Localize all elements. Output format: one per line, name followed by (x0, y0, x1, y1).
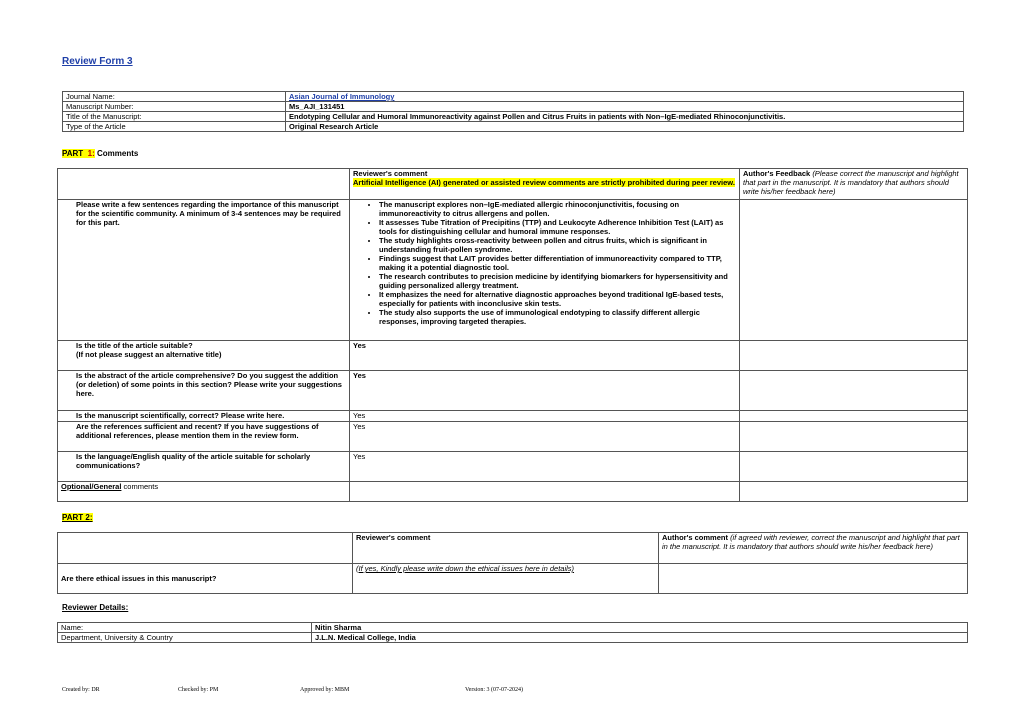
part1-label-num: 1: (87, 149, 95, 158)
author-comment-heading: Author's comment (662, 533, 728, 542)
manuscript-number-label: Manuscript Number: (63, 102, 286, 112)
abstract-row (58, 371, 968, 411)
title-suitable-row (58, 341, 968, 371)
title-suitable-answer: Yes (350, 341, 740, 371)
importance-author-feedback[interactable] (740, 200, 968, 341)
abstract-question: Is the abstract of the article comprehensive? Do you suggest the addition (or deletion) of some points in this section? Please write your suggestions here. (58, 371, 350, 411)
scientific-answer: Yes (350, 411, 740, 422)
references-row (58, 422, 968, 452)
part1-label-prefix: PART (62, 149, 84, 158)
part1-heading (62, 149, 138, 158)
reviewer-comment-heading: Reviewer's comment (353, 169, 428, 178)
part2-header-row (58, 533, 968, 564)
ethics-row (58, 564, 968, 594)
language-answer: Yes (350, 452, 740, 482)
language-row (58, 452, 968, 482)
bullet-3: • The study highlights cross-reactivity between pollen and citrus fruits, which is significant in understanding fruit-pollen syndrome. (379, 236, 736, 254)
ethics-author-comment[interactable] (659, 564, 968, 594)
language-question: Is the language/English quality of the article suitable for scholarly communications? (58, 452, 350, 482)
comments-label: comments (121, 482, 159, 491)
manuscript-title-row (63, 112, 964, 122)
optional-general-label: Optional/General (61, 482, 122, 491)
bullet-6: • It emphasizes the need for alternative diagnostic approaches beyond traditional IgE-based tests, especially for patients with inconclusive skin tests. (379, 290, 736, 308)
abstract-author-feedback[interactable] (740, 371, 968, 411)
author-comment-instructions: (if agreed with reviewer, correct the manuscript and highlight that part in the manuscript. It is mandatory that authors should write his/her feedback here) (662, 533, 960, 551)
importance-row (58, 200, 968, 341)
part2-author-header (659, 533, 968, 564)
journal-row (63, 92, 964, 102)
article-type-value: Original Research Article (286, 122, 964, 132)
reviewer-dept-label: Department, University & Country (58, 633, 312, 643)
part1-header-empty (58, 169, 350, 200)
part1-header-row (58, 169, 968, 200)
ai-notice: Artificial Intelligence (AI) generated or assisted review comments are strictly prohibited during peer review. (353, 178, 735, 187)
footer-checked: Checked by: PM (178, 687, 219, 693)
optional-comments-row (58, 482, 968, 502)
footer-approved: Approved by: MBM (300, 687, 350, 693)
optional-comments-author[interactable] (740, 482, 968, 502)
bullet-7: • The study also supports the use of immunological endotyping to classify different allergic responses, improving targeted therapies. (379, 308, 736, 326)
ethics-question: Are there ethical issues in this manuscript? (58, 564, 353, 594)
author-feedback-heading: Author's Feedback (743, 169, 811, 178)
bullet-5: • The research contributes to precision medicine by identifying biomarkers for hypersensitivity and guiding personalized allergy treatment. (379, 272, 736, 290)
reviewer-name-label: Name: (58, 623, 312, 633)
manuscript-title-label: Title of the Manuscript: (63, 112, 286, 122)
title-suitable-author-feedback[interactable] (740, 341, 968, 371)
bullet-1: • The manuscript explores non–IgE-mediated allergic rhinoconjunctivitis, focusing on immunoreactivity to citrus allergens and pollen. (379, 200, 736, 218)
importance-question: Please write a few sentences regarding the importance of this manuscript for the scientific community. A minimum of 3-4 sentences may be required for this part. (58, 200, 350, 341)
part2-ethics-table (57, 532, 968, 594)
bullet-4: • Findings suggest that LAIT provides better differentiation of immunoreactivity compared to TTP, making it a potential diagnostic tool. (379, 254, 736, 272)
scientific-question: Is the manuscript scientifically, correct? Please write here. (58, 411, 350, 422)
article-type-label: Type of the Article (63, 122, 286, 132)
language-author-feedback[interactable] (740, 452, 968, 482)
reviewer-dept-row (58, 633, 968, 643)
part1-comments-table (57, 168, 968, 502)
reviewer-name-row (58, 623, 968, 633)
part2-header-empty (58, 533, 353, 564)
bullet-2: • It assesses Tube Titration of Precipitins (TTP) and Leukocyte Adherence Inhibition Test (LAIT) as tools for distinguishing cellular and humoral immune responses. (379, 218, 736, 236)
optional-comments-label (58, 482, 350, 502)
abstract-answer: Yes (350, 371, 740, 411)
part1-label-suffix: Comments (97, 149, 139, 158)
reviewer-dept-value: J.L.N. Medical College, India (312, 633, 968, 643)
manuscript-title-value: Endotyping Cellular and Humoral Immunoreactivity against Pollen and Citrus Fruits in patients with Non–IgE-mediated Rhinoconjunctivitis. (286, 112, 964, 122)
form-title: Review Form 3 (62, 56, 133, 67)
references-answer: Yes (350, 422, 740, 452)
scientific-row (58, 411, 968, 422)
ethics-reviewer-comment[interactable] (353, 564, 659, 594)
importance-bullets (353, 200, 736, 326)
optional-comments-reviewer[interactable] (350, 482, 740, 502)
reviewer-details-heading: Reviewer Details: (62, 603, 129, 612)
manuscript-info-table (62, 91, 964, 132)
author-feedback-instructions: (Please correct the manuscript and highlight that part in the manuscript. It is mandatory that authors should write his/her feedback here) (743, 169, 959, 196)
reviewer-details-table (57, 622, 968, 643)
manuscript-number-value: Ms_AJI_131451 (286, 102, 964, 112)
references-question: Are the references sufficient and recent? If you have suggestions of additional references, please mention them in the review form. (58, 422, 350, 452)
importance-comment (350, 200, 740, 341)
title-suitable-question: Is the title of the article suitable? (If not please suggest an alternative title) (58, 341, 350, 371)
part1-author-header (740, 169, 968, 200)
part2-reviewer-header: Reviewer's comment (353, 533, 659, 564)
journal-label: Journal Name: (63, 92, 286, 102)
manuscript-number-row (63, 102, 964, 112)
references-author-feedback[interactable] (740, 422, 968, 452)
scientific-author-feedback[interactable] (740, 411, 968, 422)
part1-reviewer-header (350, 169, 740, 200)
footer-created: Created by: DR (62, 687, 100, 693)
journal-link[interactable]: Asian Journal of Immunology (289, 92, 395, 101)
part2-label: PART 2: (62, 513, 93, 522)
footer-version: Version: 3 (07-07-2024) (465, 687, 523, 693)
part2-heading (62, 513, 93, 522)
article-type-row (63, 122, 964, 132)
reviewer-name-value: Nitin Sharma (312, 623, 968, 633)
ethics-hint: (If yes, Kindly please write down the ethical issues here in details) (356, 564, 575, 573)
